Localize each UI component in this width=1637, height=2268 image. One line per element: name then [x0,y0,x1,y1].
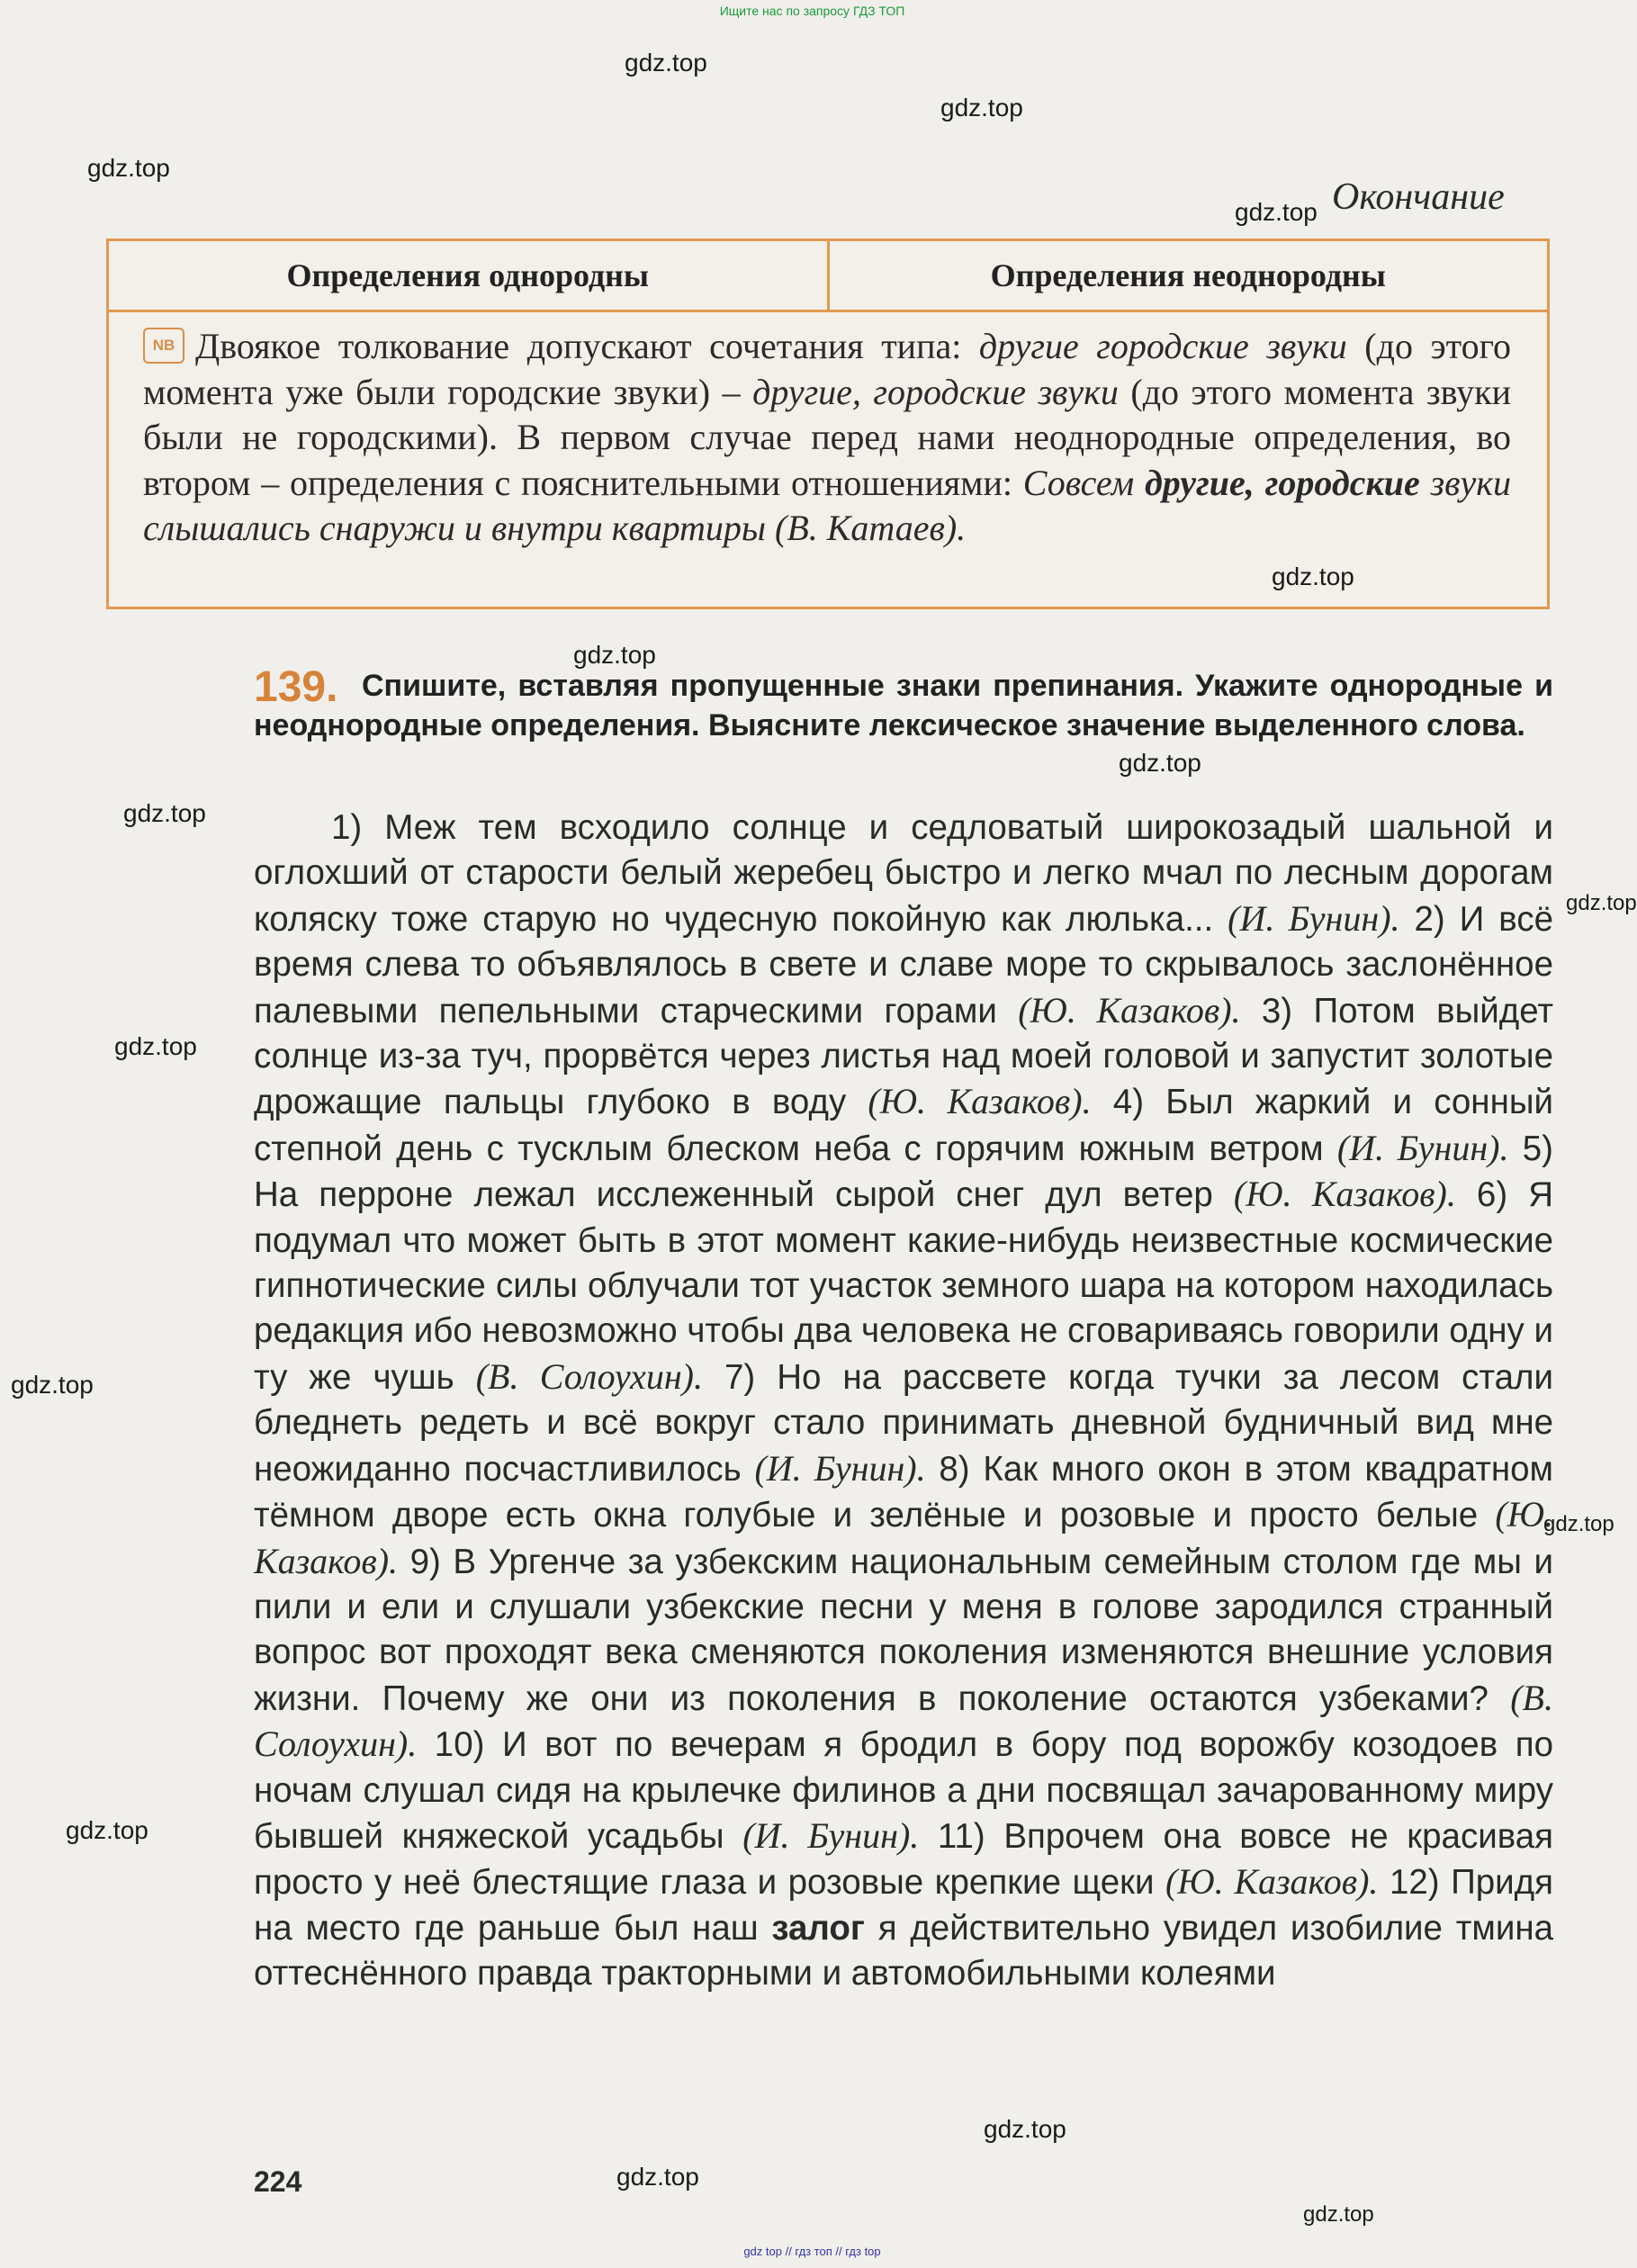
sentence-author: (И. Бунин). [754,1447,926,1489]
exercise-text [254,806,1553,1997]
sentence-author: (И. Бунин). [742,1814,920,1856]
header-heterogeneous: Определения неоднородны [827,241,1548,310]
watermark: gdz.top [123,799,206,827]
sentence-author: (Ю. Казаков). [868,1081,1092,1122]
sentence-author: (И. Бунин). [1336,1127,1509,1168]
sentence: 9) В Ургенче за узбекским национальным семейным столом где мы и пили и ели и слушали узбекские песни у меня в голове зародился странный вопрос вот проходят века сменяются поколения изменяются внешние условия жизни. Почему же они из поколения в поколение остаются узбеками? [254,1542,1553,1718]
sentence-author: (В. Солоухин). [254,1677,1553,1765]
sentence-author: (В. Солоухин). [475,1355,703,1397]
sentence: 5) На перроне лежал исслеженный сырой снег дул ветер [254,1129,1553,1215]
watermark: gdz.top [87,154,170,182]
watermark: gdz.top [1235,198,1318,226]
sentence: 1) Меж тем всходило солнце и седловатый широкозадый шальной и оглохший от старости белый жеребец быстро и легко мчал по лесным дорогам коляску тоже старую но чудесную покойную как люлька... [254,808,1553,939]
sentence-author: (Ю. Казаков). [254,1494,1553,1581]
highlighted-word: залог [771,1908,865,1948]
nb-note: Двоякое толкование допускают сочетания типа: другие городские звуки (до этого момента уже были городские звуки) – другие, городские звуки (до этого момента звуки были не городскими). В первом случае перед нами неоднородные определения, во втором – определения с пояснительными отношениями: Совсем другие, городские звуки слышались снаружи и внутри квартиры (В. Катаев). [143,326,1512,548]
watermark: gdz.top [984,2115,1066,2143]
rule-table [106,238,1550,609]
nb-icon: NB [143,328,184,364]
sentence: 6) Я подумал что может быть в этот момент какие-нибудь неизвестные космические гипнотические силы облучали тот участок земного шара на котором находилась редакция ибо невозможно чтобы два человека не сговариваясь говорили одну и ту же чушь [254,1175,1554,1397]
sentence: 3) Потом выйдет солнце из-за туч, прорвётся через листья над моей головой и запустит золотые дрожащие пальцы глубоко в воду [254,991,1553,1122]
sentence-author: (Ю. Казаков). [1233,1174,1456,1215]
watermark: gdz.top [616,2163,699,2191]
sentence-author: (Ю. Казаков). [1165,1861,1379,1903]
watermark: gdz.top [114,1032,197,1060]
sentence: я действительно увидел изобилие тмина оттеснённого правда тракторными и автомобильными колеями [254,1908,1553,1994]
sentence: 4) Был жаркий и сонный степной день с тусклым блеском неба с горячим южным ветром [254,1083,1554,1168]
exercise-task: Спишите, вставляя пропущенные знаки препинания. Укажите однородные и неоднородные определения. Выясните лексическое значение выделенного слова. [254,669,1553,742]
rule-table-header [109,241,1547,312]
watermark: gdz.top [1303,2202,1374,2227]
watermark: gdz.top [11,1371,94,1399]
bottom-banner: gdz top // гдз топ // гдз top [743,2245,881,2258]
watermark: gdz.top [573,641,656,669]
watermark: gdz.top [1272,562,1354,590]
watermark: gdz.top [1119,749,1201,777]
sentence-author: (Ю. Казаков). [1018,989,1241,1030]
sentence: 11) Впрочем она вовсе не красивая просто у неё блестящие глаза и розовые крепкие щеки [254,1816,1553,1903]
watermark: gdz.top [1566,891,1637,915]
sentence: 7) Но на рассвете когда тучки за лесом стали бледнеть редеть и всё вокруг стало принимать дневной будничный вид мне неожиданно посчастливилось [254,1357,1554,1489]
sentence: 8) Как много окон в этом квадратном тёмном дворе есть окна голубые и зелёные и розовые и просто белые [254,1449,1553,1535]
sentence: 10) И вот по вечерам я бродил в бору под ворожбу козодоев по ночам слушал сидя на крылечке филинов а дни посвящал зачарованному миру бывшей княжеской усадьбы [254,1725,1553,1856]
sentence: 2) И всё время слева то объявлялось в свете и славе море то скрывалось заслонённое палевыми пепельными старческими горами [254,899,1553,1030]
sentence: 12) Придя на место где раньше был наш [254,1863,1553,1948]
watermark: gdz.top [625,49,707,76]
sentence-author: (И. Бунин). [1228,897,1400,939]
watermark: gdz.top [940,94,1023,122]
page-number: 224 [254,2165,302,2198]
header-homogeneous: Определения однородны [286,257,650,293]
watermark: gdz.top [1543,1512,1615,1536]
exercise-number: 139. [254,663,338,711]
section-label: Окончание [1332,176,1505,218]
top-banner: Ищите нас по запросу ГДЗ ТОП [719,4,905,18]
watermark: gdz.top [66,1816,148,1844]
